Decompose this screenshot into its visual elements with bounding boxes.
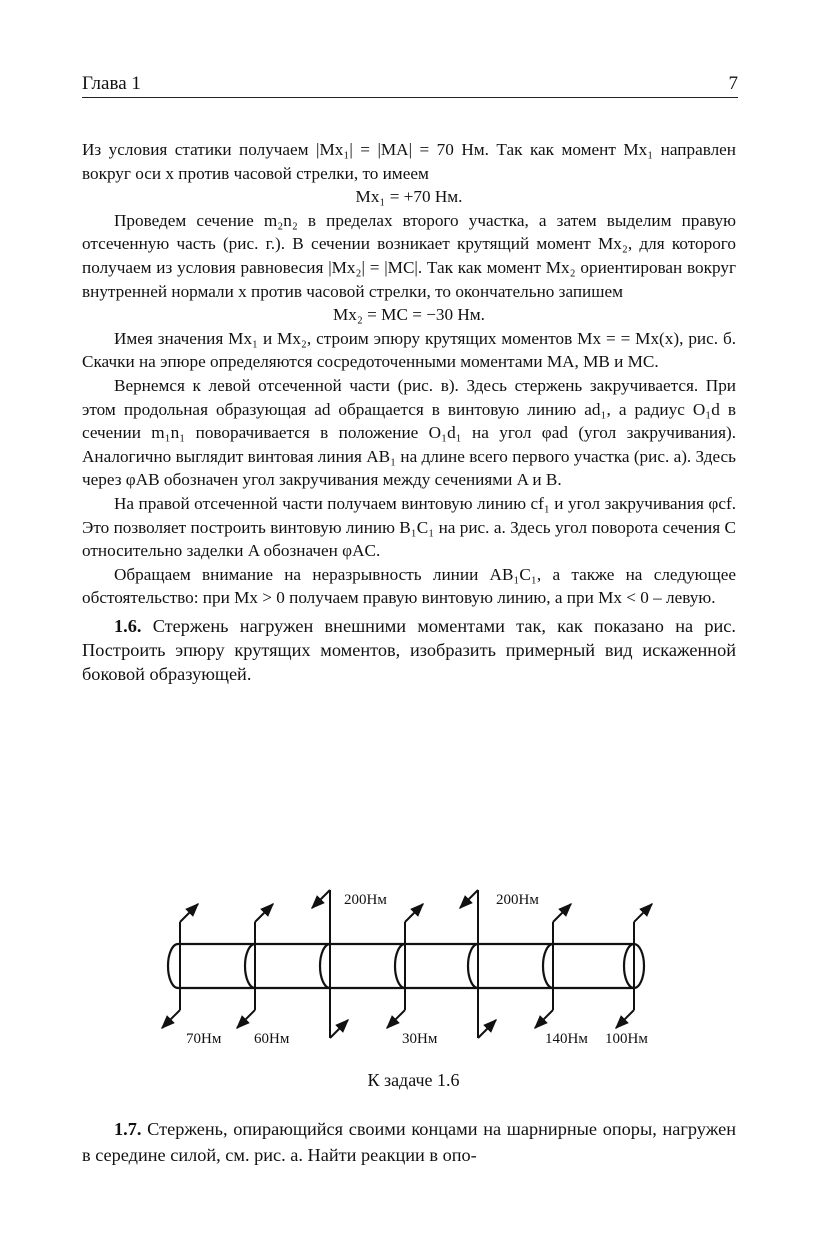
figure-caption: К задаче 1.6 bbox=[367, 1070, 460, 1090]
moment-symbol-6 bbox=[535, 904, 571, 1028]
problem-1-7-number: 1.7. bbox=[114, 1119, 142, 1139]
problem-1-6-number: 1.6. bbox=[114, 615, 142, 636]
moment-label-7: 100Нм bbox=[605, 1031, 648, 1047]
section-arc bbox=[395, 944, 405, 988]
moment-label-2: 60Нм bbox=[254, 1031, 290, 1047]
running-header bbox=[82, 73, 738, 98]
paragraph-2: Проведем сечение m₂n₂ в пределах второго участка, а затем выделим правую отсеченную часть (рис. г.). В сечении возникает крутящий момент Mx₂, для которого получаем из условия равновесия |Mx₂| = |MC|. Так как момент Mx₂ ориентирован вокруг внутренней нормали x против часовой стрелки, то окончательно запишем bbox=[82, 210, 736, 301]
moment-symbol-5 bbox=[460, 890, 496, 1038]
problem-1-6-text: Стержень нагружен внешними моментами так, как показано на рис. Построить эпюру крутящих моментов, изобразить примерный вид искаженной боковой образующей. bbox=[82, 615, 736, 685]
moment-label-4: 30Нм bbox=[402, 1031, 438, 1047]
body-text bbox=[82, 138, 736, 686]
shaft-figure bbox=[150, 880, 670, 1060]
moment-label-6: 140Нм bbox=[545, 1031, 588, 1047]
section-arc bbox=[245, 944, 255, 988]
moment-symbol-2 bbox=[237, 904, 273, 1028]
equation-mx2: Mx₂ = MC = −30 Нм. bbox=[333, 305, 485, 325]
shaft-left-end bbox=[168, 944, 178, 988]
page-number: 7 bbox=[728, 73, 738, 94]
equation-mx1: Mx₁ = +70 Нм. bbox=[355, 187, 463, 207]
section-arc bbox=[468, 944, 478, 988]
paragraph-3: Имея значения Mx₁ и Mx₂, строим эпюру крутящих моментов Mx = = Mx(x), рис. б. Скачки на эпюре определяются сосредоточенными моментами MA, MB и MC. bbox=[82, 328, 736, 372]
paragraph-5: На правой отсеченной части получаем винтовую линию cf₁ и угол закручивания φcf. Это позволяет построить винтовую линию B₁C₁ на рис. а. Здесь угол поворота сечения C относительно заделки A обозначен φAC. bbox=[82, 493, 736, 561]
moment-symbol-3 bbox=[312, 890, 348, 1038]
moment-symbol-7 bbox=[616, 904, 652, 1028]
chapter-title: Глава 1 bbox=[82, 73, 141, 94]
section-arc bbox=[320, 944, 330, 988]
paragraph-1: Из условия статики получаем |Mx₁| = |MA| = 70 Нм. Так как момент Mx₁ направлен вокруг оси x против часовой стрелки, то имеем bbox=[82, 140, 736, 183]
problem-1-6 bbox=[82, 614, 736, 687]
problem-1-7-text: Стержень, опирающийся своими концами на шарнирные опоры, нагружен в середине силой, см. рис. а. Найти реакции в опо- bbox=[82, 1119, 736, 1165]
paragraph-4: Вернемся к левой отсеченной части (рис. в). Здесь стержень закручивается. При этом продольная образующая ad обращается в винтовую линию ad₁, а радиус O₁d в сечении m₁n₁ поворачивается в положение O₁d₁ на угол φad (угол закручивания). Аналогично выглядит винтовая линия AB₁ на длине всего первого участка (рис. а). Здесь через φAB обозначен угол закручивания между сечениями A и B. bbox=[82, 375, 736, 490]
moment-symbol-4 bbox=[387, 904, 423, 1028]
moment-label-3: 200Нм bbox=[344, 892, 387, 908]
problem-1-7 bbox=[82, 1116, 736, 1168]
moment-label-5: 200Нм bbox=[496, 892, 539, 908]
paragraph-6: Обращаем внимание на неразрывность линии AB₁C₁, а также на следующее обстоятельство: при Mx > 0 получаем правую винтовую линию, а при Mx < 0 – левую. bbox=[82, 564, 736, 608]
section-arc bbox=[543, 944, 553, 988]
moment-label-1: 70Нм bbox=[186, 1031, 222, 1047]
